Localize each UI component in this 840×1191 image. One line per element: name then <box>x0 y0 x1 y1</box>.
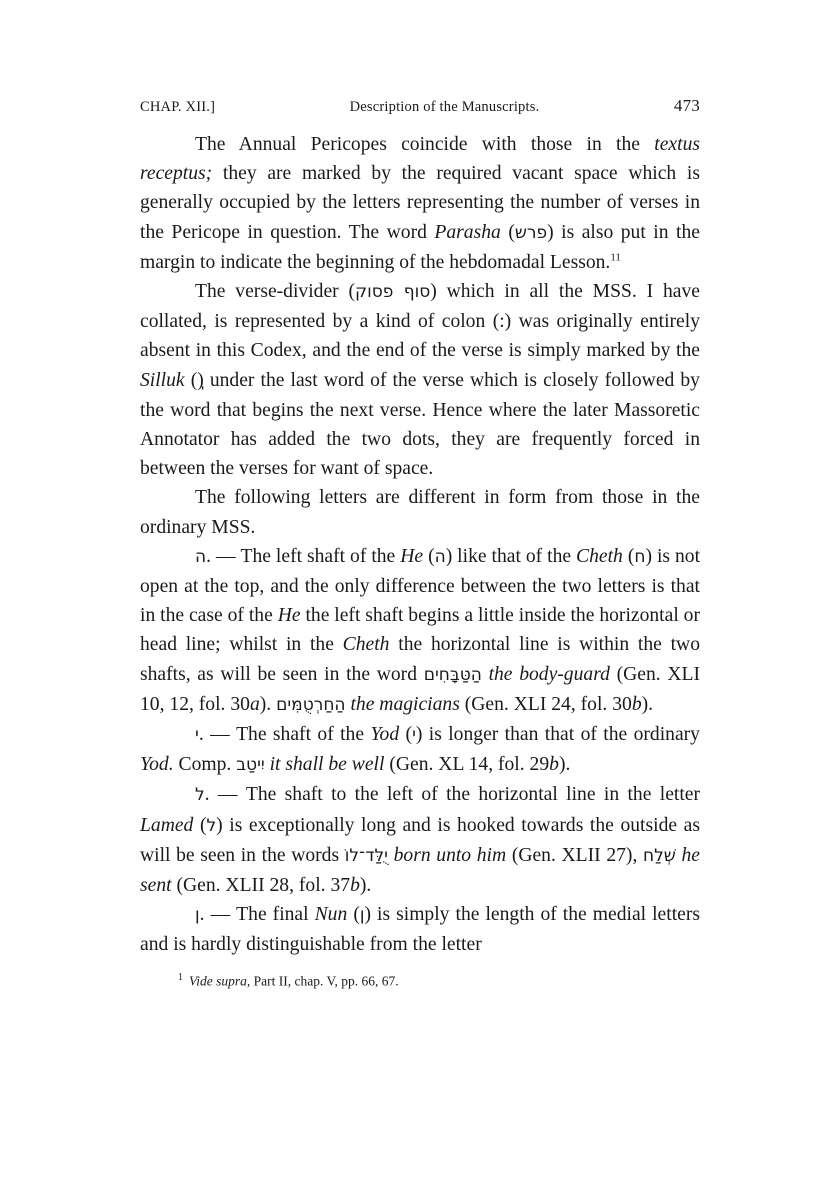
hebrew-yullad-lo: יֻלַּד־לוֹ <box>344 845 388 866</box>
hebrew-yiytav: יִיטַב <box>236 755 265 776</box>
hebrew-shelach: שְׁלַח <box>643 845 676 866</box>
paragraph-pericopes: The Annual Pericopes coincide with those in the textus receptus; they are marked by the required vacant space which is generally occupied by the letters representing the number of verses in the Pericope in question. The word Parasha (פרש) is also put in the margin to indicate the beginning of the hebdomadal Lesson.$^{11}$ <box>140 134 700 273</box>
entry-yod: י. — The shaft of the Yod (י) is longer than that of the ordinary Yod. Comp. יִיטַב it shall be well (Gen. XL 14, fol. 29b). <box>140 724 700 776</box>
paragraph-verse-divider: The verse-divider (סוף פסוק) which in all the MSS. I have collated, is represented by a kind of colon (:) was originally entirely absent in this Codex, and the end of the verse is simply marked by the Silluk () under the last word of the verse which is closely followed by the word that begins the next verse. Hence where the later Massoretic Annotator has added the two dots, they are frequently forced in between the verses for want of space. <box>140 281 700 480</box>
entry-nun: ן. — The final Nun (ן) is simply the length of the medial letters and is hardly distinguishable from the letter <box>140 904 700 956</box>
letter-final-nun: ן <box>195 905 200 926</box>
chapter-label: CHAP. XII.] <box>140 99 216 115</box>
entry-he: ה. — The left shaft of the He (ה) like that of the Cheth (ח) is not open at the top, and the only difference between the two letters is that in the case of the He the left shaft begins a little inside the horizontal or head line; whilst in the Cheth the horizontal line is within the two shafts, as will be seen in the word הַטַּבָּחִים the body-guard (Gen. XLI 10, 12, fol. 30a). הַחַרְטֻמִּים the magicians (Gen. XLI 24, fol. 30b). <box>140 545 701 715</box>
entry-lamed: ל. — The shaft to the left of the horizontal line in the letter Lamed (ל) is exceptionally long and is hooked towards the outside as will be seen in the words יֻלַּד־לוֹ born unto him (Gen. XLII 27), שְׁלַח he sent (Gen. XLII 28, fol. 37b). <box>140 784 700 897</box>
letter-he: ה <box>195 546 207 567</box>
hebrew-hattabbachim: הַטַּבָּחִים <box>423 664 482 685</box>
page-heading: Description of the Manuscripts. <box>349 99 540 115</box>
running-head <box>140 96 700 116</box>
footnote-mark: 1 <box>178 971 183 983</box>
hebrew-hachartummim: הַחַרְטֻמִּים <box>276 694 346 715</box>
footnote-ref: 11 <box>610 251 621 264</box>
footnote: $^1$ Vide supra, Part II, chap. V, pp. 66, 67. <box>178 971 399 989</box>
hebrew-sof-pasuq: סוף פסוק <box>355 282 431 303</box>
body-text <box>140 130 700 960</box>
letter-yod: י <box>195 725 199 746</box>
letter-lamed: ל <box>195 785 205 806</box>
page <box>140 96 700 989</box>
page-number: 473 <box>673 96 700 115</box>
hebrew-parash: פרש <box>514 222 548 243</box>
paragraph-letters-intro: The following letters are different in form from those in the ordinary MSS. <box>140 487 700 538</box>
